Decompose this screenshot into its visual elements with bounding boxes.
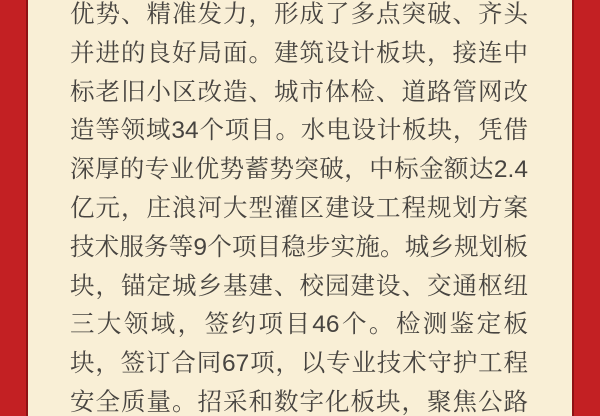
text-line: 优势、精准发力，形成了多点突破、齐头 — [70, 1, 528, 28]
text-line: 三大领域，签约项目46个。检测鉴定板 — [70, 311, 528, 339]
right-red-border — [572, 0, 600, 416]
text-line: 技术服务等9个项目稳步实施。城乡规划板 — [70, 233, 528, 261]
text-line: 块，锚定城乡基建、校园建设、交通枢纽 — [70, 272, 528, 300]
text-line: 标老旧小区改造、城市体检、道路管网改 — [70, 78, 528, 106]
text-line: 并进的良好局面。建筑设计板块，接连中 — [70, 39, 528, 67]
article-text — [70, 0, 528, 416]
text-line: 块，签订合同67项，以专业技术守护工程 — [70, 350, 528, 378]
text-line: 造等领域34个项目。水电设计板块，凭借 — [70, 117, 528, 145]
left-red-border — [0, 0, 28, 416]
text-line: 深厚的专业优势蓄势突破，中标金额达2.4 — [70, 156, 528, 184]
text-line: 亿元，庄浪河大型灌区建设工程规划方案 — [70, 194, 528, 222]
text-line: 安全质量。招采和数字化板块，聚焦公路 — [70, 388, 528, 416]
